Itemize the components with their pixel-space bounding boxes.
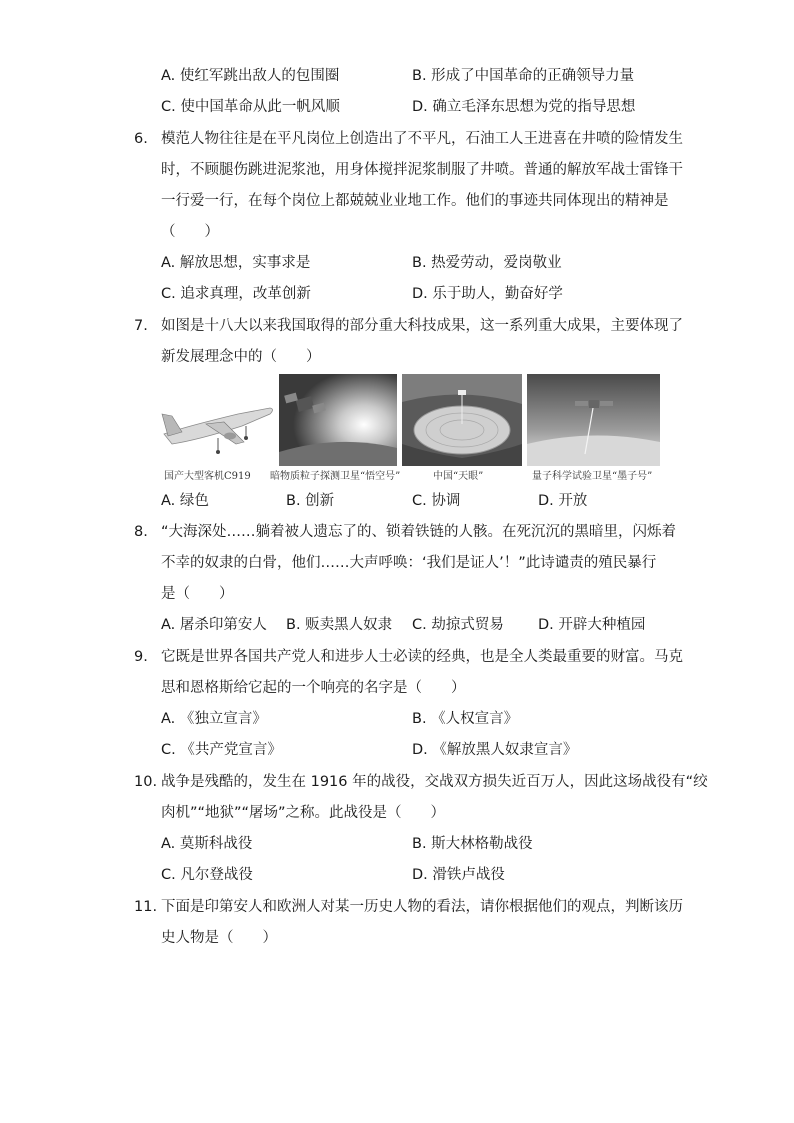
q9-stem-line: 它既是世界各国共产党人和进步人士必读的经典，也是全人类最重要的财富。马克 [161,649,683,665]
q7-option-b[interactable]: B. 创新 [286,493,335,509]
q8-option-a[interactable]: A. 屠杀印第安人 [161,617,267,633]
q9-option-b[interactable]: B. 《人权宣言》 [412,711,519,727]
q6-stem-line: 时，不顾腿伤跳进泥浆池，用身体搅拌泥浆制服了井喷。普通的解放军战士雷锋干 [161,162,683,178]
caption-mozi: 量子科学试验卫星“墨子号” [532,471,653,482]
q10-option-b[interactable]: B. 斯大林格勒战役 [412,836,533,852]
q11-stem-line: 下面是印第安人和欧洲人对某一历史人物的看法，请你根据他们的观点，判断该历 [161,899,683,915]
tianyan-telescope-image [402,374,522,466]
q8-number: 8. [134,524,148,540]
q6-option-d[interactable]: D. 乐于助人，勤奋好学 [412,286,563,302]
q8-stem-line: “大海深处……躺着被人遗忘了的、锁着铁链的人骸。在死沉沉的黑暗里，闪烁着 [161,524,677,540]
q7-option-d[interactable]: D. 开放 [538,493,588,509]
mozi-satellite-image [527,374,660,466]
q8-option-b[interactable]: B. 贩卖黑人奴隶 [286,617,393,633]
q6-option-a[interactable]: A. 解放思想，实事求是 [161,255,311,271]
q7-figure [158,374,660,486]
caption-wukong: 暗物质粒子探测卫星“悟空号” [270,471,401,482]
q10-number: 10. [134,774,158,790]
q9-option-a[interactable]: A. 《独立宣言》 [161,711,267,727]
q10-stem-line: 肉机”“地狱”“屠场”之称。此战役是（ ） [161,805,446,821]
q8-option-c[interactable]: C. 劫掠式贸易 [412,617,504,633]
q11-number: 11. [134,899,158,915]
q7-option-c[interactable]: C. 协调 [412,493,461,509]
q6-answer-blank: （ ） [161,224,219,240]
q5-option-c[interactable]: C. 使中国革命从此一帆风顺 [161,99,340,115]
caption-tianyan: 中国“天眼” [433,471,484,482]
q5-option-d[interactable]: D. 确立毛泽东思想为党的指导思想 [412,99,636,115]
q9-stem-line: 思和恩格斯给它起的一个响亮的名字是（ ） [161,680,466,696]
q8-option-d[interactable]: D. 开辟大种植园 [538,617,646,633]
q11-stem-line: 史人物是（ ） [161,930,277,946]
c919-airplane-image [158,374,276,466]
q10-option-d[interactable]: D. 滑铁卢战役 [412,867,505,883]
q5-option-b[interactable]: B. 形成了中国革命的正确领导力量 [412,68,635,84]
q6-number: 6. [134,131,148,147]
q7-stem-line: 新发展理念中的（ ） [161,349,321,365]
q10-option-c[interactable]: C. 凡尔登战役 [161,867,253,883]
q9-number: 9. [134,649,148,665]
q8-stem-line: 不幸的奴隶的白骨，他们……大声呼唤：‘我们是证人’！”此诗谴责的殖民暴行 [161,555,657,571]
q7-stem-line: 如图是十八大以来我国取得的部分重大科技成果，这一系列重大成果，主要体现了 [161,318,683,334]
caption-c919: 国产大型客机C919 [164,471,251,482]
q9-option-c[interactable]: C. 《共产党宣言》 [161,742,282,758]
q6-option-c[interactable]: C. 追求真理，改革创新 [161,286,311,302]
q7-option-a[interactable]: A. 绿色 [161,493,209,509]
q6-option-b[interactable]: B. 热爱劳动，爱岗敬业 [412,255,562,271]
q7-number: 7. [134,318,148,334]
q5-option-a[interactable]: A. 使红军跳出敌人的包围圈 [161,68,340,84]
q10-stem-line: 战争是残酷的，发生在 1916 年的战役，交战双方损失近百万人，因此这场战役有“绞 [161,774,708,790]
q6-stem-line: 模范人物往往是在平凡岗位上创造出了不平凡，石油工人王进喜在井喷的险情发生 [161,131,683,147]
wukong-satellite-image [279,374,397,466]
q10-option-a[interactable]: A. 莫斯科战役 [161,836,253,852]
q9-option-d[interactable]: D. 《解放黑人奴隶宣言》 [412,742,578,758]
q8-stem-line: 是（ ） [161,586,234,602]
q6-stem-line: 一行爱一行，在每个岗位上都兢兢业业地工作。他们的事迹共同体现出的精神是 [161,193,669,209]
